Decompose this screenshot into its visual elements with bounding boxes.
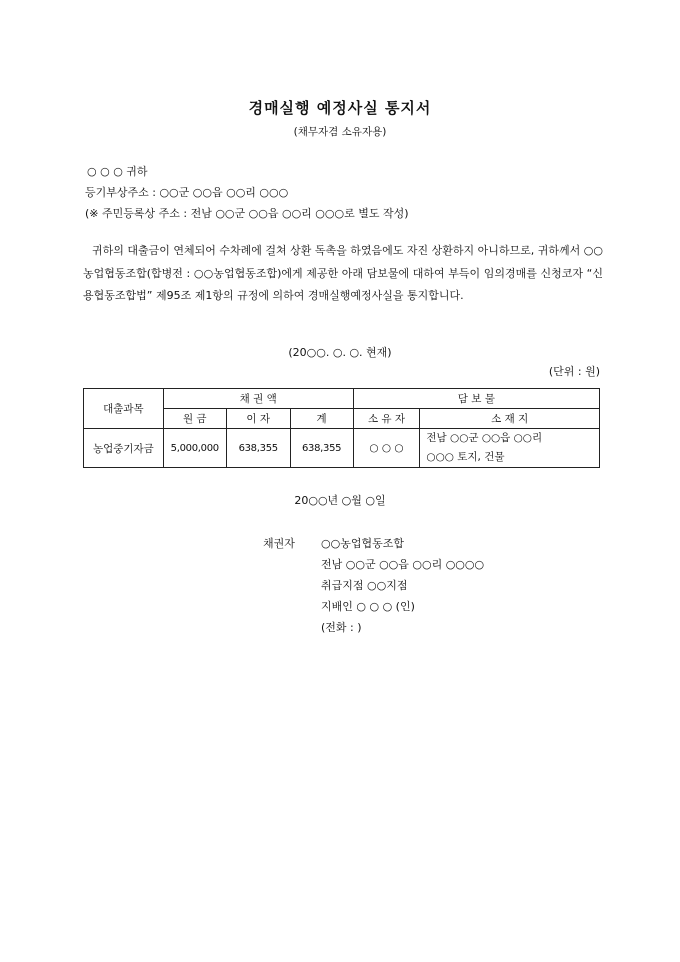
header-collateral: 담 보 물 bbox=[353, 389, 599, 409]
notice-body bbox=[83, 240, 603, 308]
issue-date: 20○○년 ○월 ○일 bbox=[294, 494, 386, 507]
document-subtitle: (채무자겸 소유자용) bbox=[293, 126, 387, 138]
addressee: ○ ○ ○ 귀하 bbox=[87, 165, 148, 178]
resident-address-note: (※ 주민등록상 주소 : 전남 ○○군 ○○읍 ○○리 ○○○로 별도 작성) bbox=[85, 207, 409, 220]
creditor-name: ○○농업협동조합 bbox=[321, 537, 404, 550]
phone: (전화 : ) bbox=[321, 621, 362, 634]
header-claim: 채 권 액 bbox=[163, 389, 353, 409]
cell-total: 638,355 bbox=[290, 429, 353, 468]
as-of-date: (20○○. ○. ○. 현재) bbox=[288, 346, 392, 359]
cell-interest: 638,355 bbox=[226, 429, 290, 468]
creditor-address: 전남 ○○군 ○○읍 ○○리 ○○○○ bbox=[321, 558, 485, 571]
header-location: 소 재 지 bbox=[420, 409, 600, 429]
header-interest: 이 자 bbox=[226, 409, 290, 429]
header-loan-type: 대출과목 bbox=[84, 389, 164, 429]
notice-body-text: 귀하의 대출금이 연체되어 수차례에 걸쳐 상환 독촉을 하였음에도 자진 상환하지 아니하므로, 귀하께서 ○○농업협동조합(합병전 : ○○농업협동조합)에게 제공한 아래 담보물에 대하여 부득이 임의경매를 신청코자 “신용협동조합법” 제95조 제1항의 규정에 의하여 경매실행예정사실을 통지합니다. bbox=[83, 244, 603, 302]
cell-loan-type: 농업중기자금 bbox=[84, 429, 164, 468]
branch: 취급지점 ○○지점 bbox=[321, 579, 408, 592]
table-header-row bbox=[84, 389, 600, 409]
header-total: 계 bbox=[290, 409, 353, 429]
cell-location-line1: 전남 ○○군 ○○읍 ○○리 bbox=[426, 432, 543, 444]
header-principal: 원 금 bbox=[163, 409, 226, 429]
cell-owner: ○ ○ ○ bbox=[353, 429, 420, 468]
creditor-label: 채권자 bbox=[263, 537, 295, 550]
cell-location bbox=[420, 429, 600, 468]
table-row bbox=[84, 429, 600, 468]
header-owner: 소 유 자 bbox=[353, 409, 420, 429]
cell-location-line2: ○○○ 토지, 건물 bbox=[426, 451, 505, 463]
cell-principal: 5,000,000 bbox=[163, 429, 226, 468]
manager-signature: 지배인 ○ ○ ○ (인) bbox=[321, 600, 415, 613]
collateral-table bbox=[83, 388, 600, 468]
unit-label: (단위 : 원) bbox=[548, 365, 600, 378]
debtor-address: 등기부상주소 : ○○군 ○○읍 ○○리 ○○○ bbox=[85, 186, 289, 199]
document-title: 경매실행 예정사실 통지서 bbox=[248, 99, 432, 117]
